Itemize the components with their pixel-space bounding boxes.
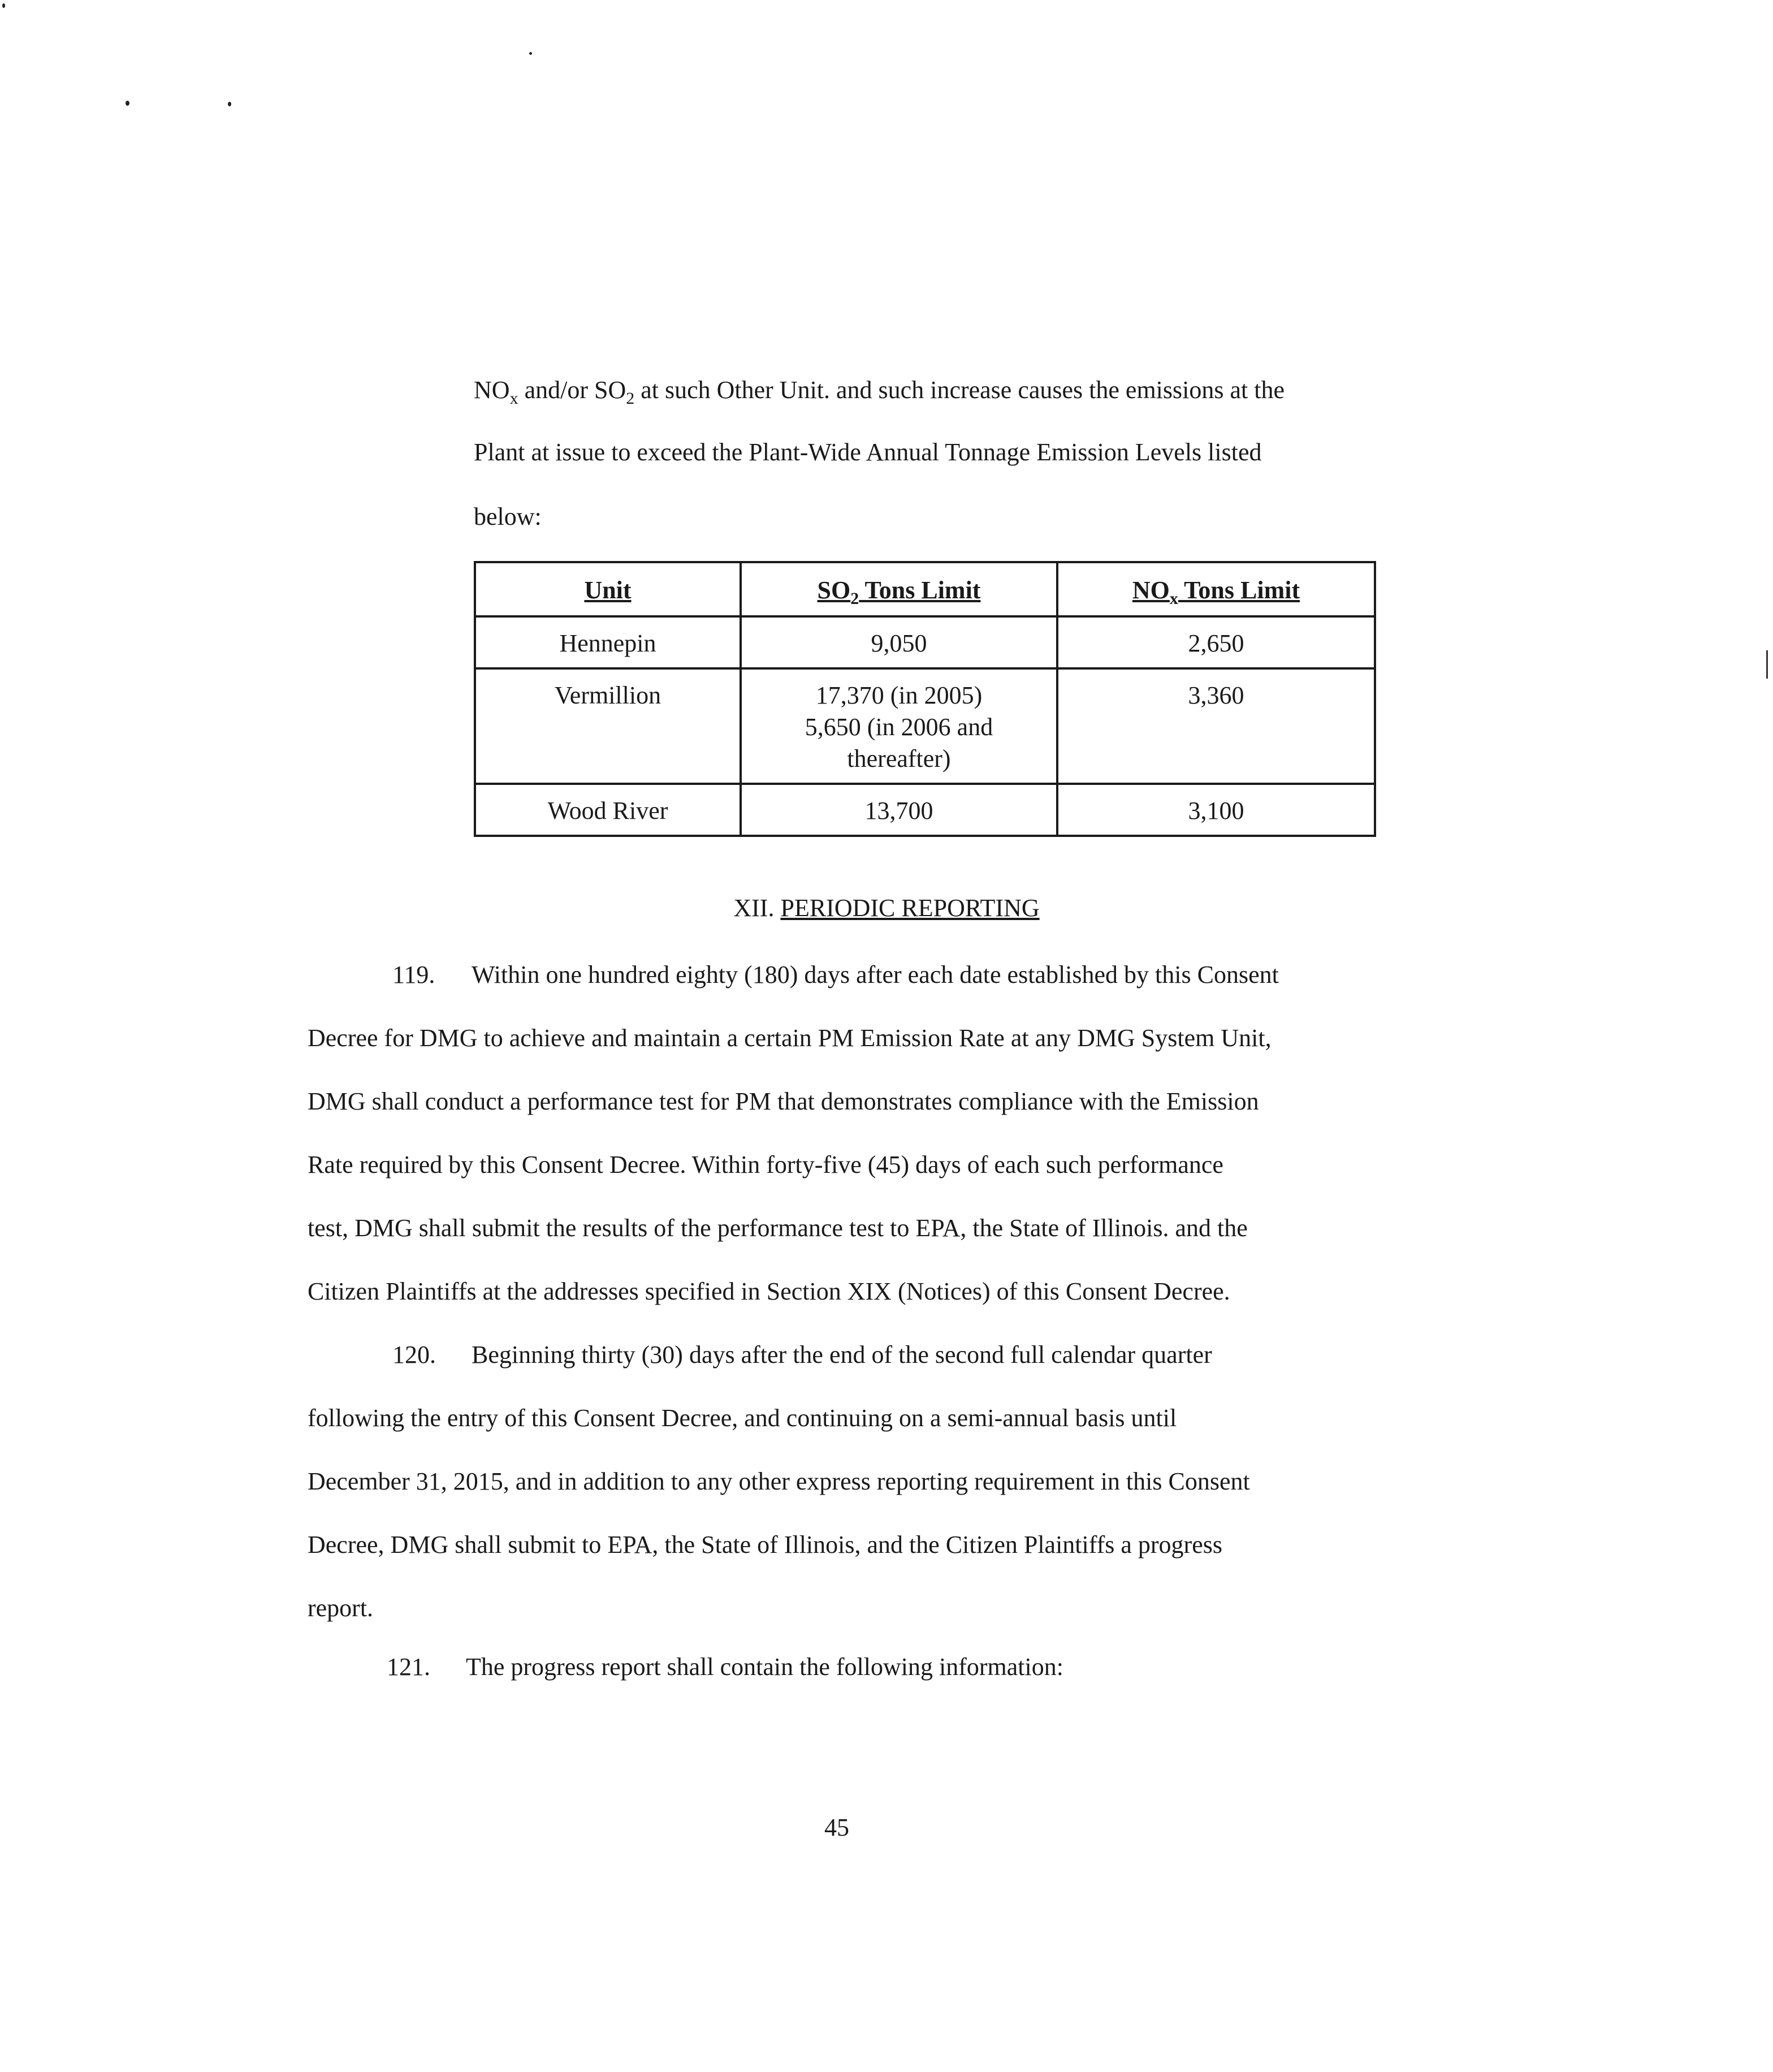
- paragraph-number: 121.: [387, 1653, 430, 1681]
- paragraph-119-line-2: Decree for DMG to achieve and maintain a certain PM Emission Rate at any DMG System Unit,: [308, 1024, 1272, 1052]
- paragraph-120-line-3: December 31, 2015, and in addition to any other express reporting requirement in this Consent: [308, 1467, 1250, 1495]
- cell-nox: 3,100: [1057, 784, 1375, 836]
- header-nox-limit: $NO_x$ Tons Limit: [1057, 562, 1375, 616]
- paragraph-120-line-1: 120. Beginning thirty (30) days after the end of the second full calendar quarter: [392, 1338, 1212, 1372]
- scan-speck: [126, 101, 129, 106]
- paragraph-number: 119.: [392, 961, 435, 988]
- cell-nox: 2,650: [1057, 616, 1375, 668]
- table-header-row: [475, 562, 1375, 616]
- paragraph-119-line-5: test, DMG shall submit the results of the performance test to EPA, the State of Illinois. and the: [308, 1214, 1248, 1242]
- scan-speck: [228, 102, 231, 106]
- emission-limits-table: [474, 561, 1374, 837]
- paragraph-119-line-3: DMG shall conduct a performance test for PM that demonstrates compliance with the Emission: [308, 1087, 1259, 1115]
- cell-unit: Wood River: [475, 784, 741, 836]
- intro-line-1: $NO_x$ and/or $SO_2$ at such Other Unit. and such increase causes the emissions at the: [474, 376, 1285, 408]
- cell-unit: Vermillion: [475, 668, 741, 784]
- page-number: 45: [824, 1814, 849, 1841]
- cell-so2: 17,370 (in 2005) 5,650 (in 2006 and thereafter): [741, 668, 1057, 784]
- intro-line-3: below:: [474, 503, 542, 530]
- paragraph-number: 120.: [392, 1341, 436, 1369]
- paragraph-120-line-4: Decree, DMG shall submit to EPA, the State of Illinois, and the Citizen Plaintiffs a progress: [308, 1531, 1222, 1559]
- scan-speck: [529, 52, 532, 55]
- table-row: [475, 784, 1375, 836]
- paragraph-121: 121. The progress report shall contain the following information:: [387, 1650, 1063, 1684]
- scan-speck: [2, 3, 5, 8]
- margin-mark: [1766, 650, 1768, 679]
- paragraph-120-line-5: report.: [308, 1594, 374, 1622]
- paragraph-119-line-4: Rate required by this Consent Decree. Within forty-five (45) days of each such performance: [308, 1151, 1223, 1179]
- section-title: PERIODIC REPORTING: [780, 894, 1040, 922]
- intro-line-2: Plant at issue to exceed the Plant-Wide Annual Tonnage Emission Levels listed: [474, 438, 1262, 466]
- section-number: XII.: [733, 894, 775, 922]
- paragraph-119-line-1: 119. Within one hundred eighty (180) days after each date established by this Consent: [392, 958, 1279, 992]
- cell-nox: 3,360: [1057, 668, 1375, 784]
- header-so2-limit: $SO_2$ Tons Limit: [741, 562, 1057, 616]
- header-unit: Unit: [475, 562, 741, 616]
- cell-unit: Hennepin: [475, 616, 741, 668]
- cell-so2: 9,050: [741, 616, 1057, 668]
- cell-so2: 13,700: [741, 784, 1057, 836]
- section-heading: [0, 893, 1773, 922]
- table-row: [475, 616, 1375, 668]
- table-row: [475, 668, 1375, 784]
- paragraph-120-line-2: following the entry of this Consent Decree, and continuing on a semi-annual basis until: [308, 1404, 1177, 1432]
- paragraph-119-line-6: Citizen Plaintiffs at the addresses specified in Section XIX (Notices) of this Consent Decree.: [308, 1277, 1230, 1305]
